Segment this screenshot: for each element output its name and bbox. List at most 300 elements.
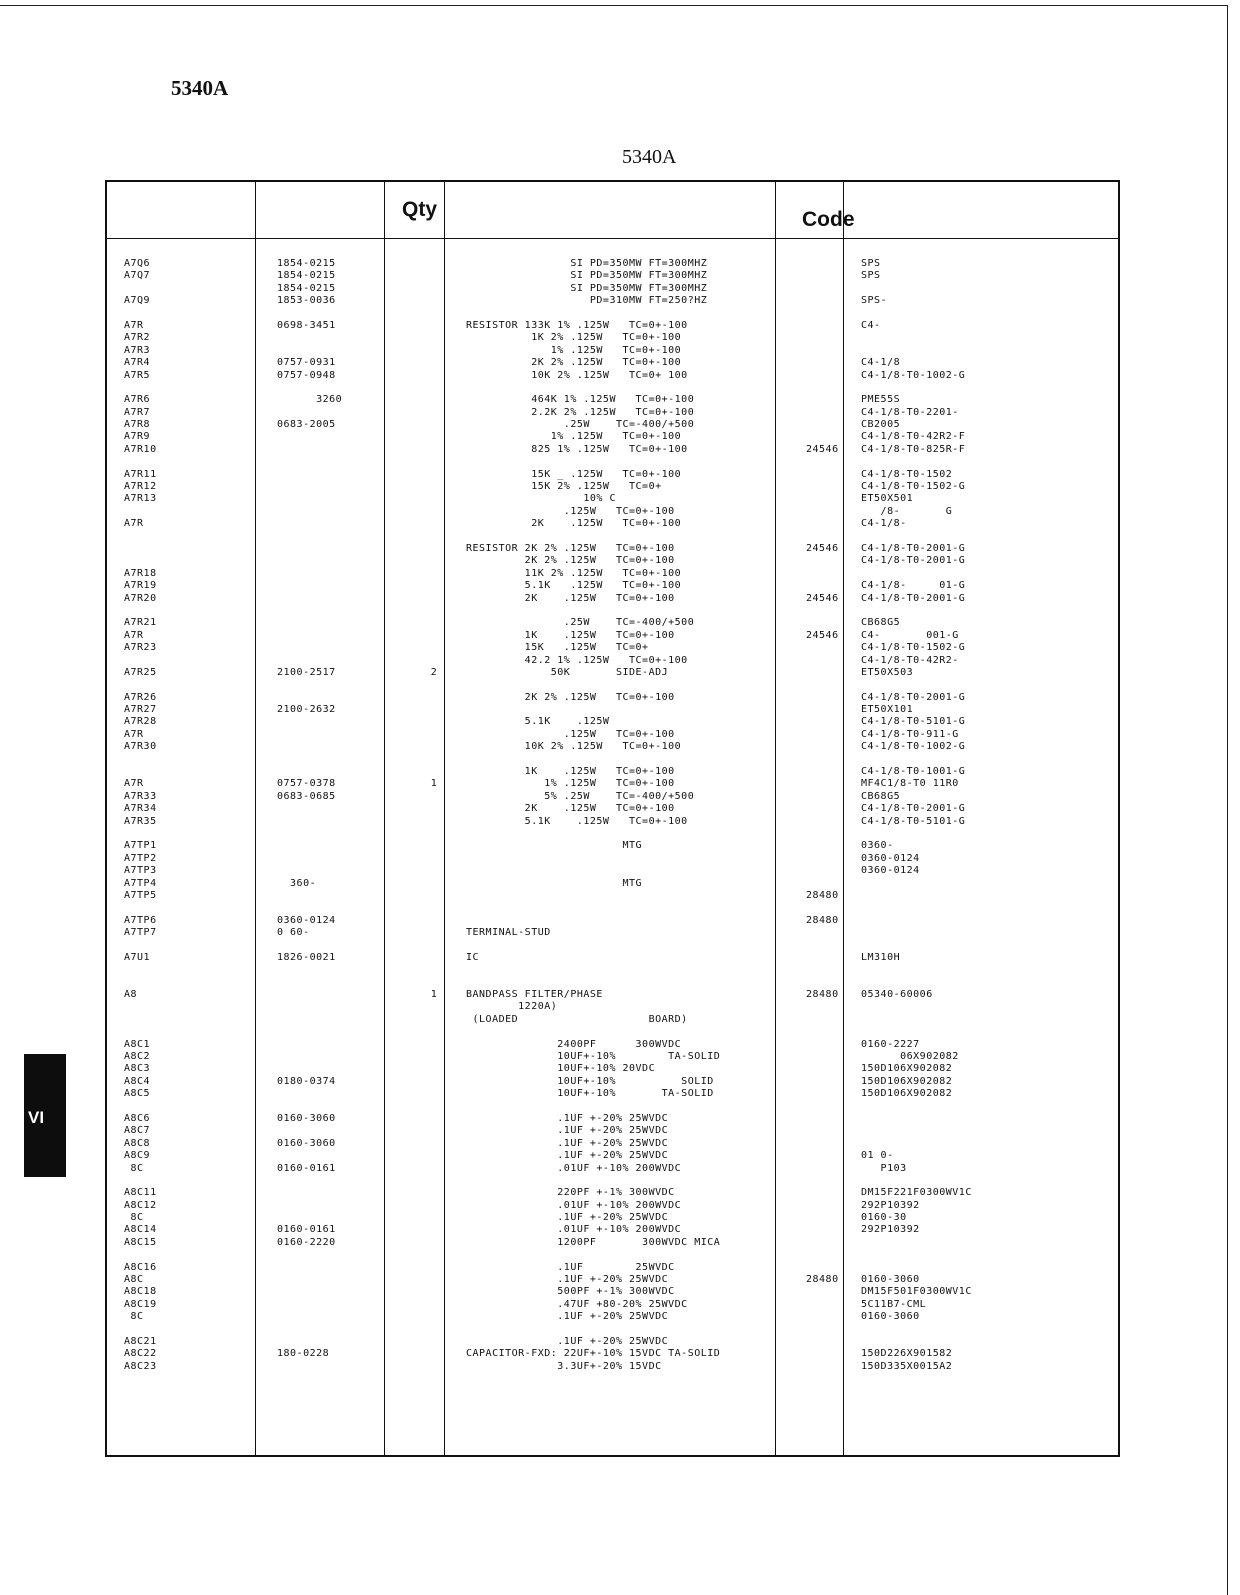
row-mfr-code <box>806 1311 839 1323</box>
row-mfr-code <box>806 407 839 419</box>
row-description: 2K 2% .125W TC=0+-100 <box>466 555 675 567</box>
row-part-number <box>277 803 342 815</box>
row-mfr-part <box>861 828 972 840</box>
row-mfr-code <box>806 1014 839 1026</box>
row-description: SI PD=350MW FT=300MHZ <box>466 270 708 282</box>
row-description: RESISTOR 2K 2% .125W TC=0+-100 <box>466 542 675 554</box>
row-quantity <box>427 283 441 295</box>
row-reference: A7R <box>124 778 144 790</box>
row-description: 2K 2% .125W TC=0+-100 <box>466 691 675 703</box>
column-divider-desc <box>775 180 776 1457</box>
row-quantity <box>427 456 441 468</box>
row-mfr-code <box>806 419 839 431</box>
row-quantity <box>427 1237 441 1249</box>
row-description <box>466 939 720 951</box>
row-mfr-part: 150D106X902082 <box>861 1075 953 1087</box>
row-quantity <box>427 828 441 840</box>
part-number-column <box>277 258 342 1373</box>
row-part-number <box>277 853 342 865</box>
row-mfr-code <box>806 270 839 282</box>
row-part-number <box>277 816 342 828</box>
row-mfr-code <box>806 803 839 815</box>
row-mfr-code <box>806 667 839 679</box>
row-description: .125W TC=0+-100 <box>466 728 675 740</box>
row-mfr-code <box>806 1150 839 1162</box>
row-reference: A7R6 <box>124 394 151 406</box>
row-quantity <box>427 716 441 728</box>
row-mfr-code <box>806 258 839 270</box>
row-reference: A7R2 <box>124 332 151 344</box>
row-mfr-part: 150D106X902082 <box>861 1088 953 1100</box>
row-description: .125W TC=0+-100 <box>466 505 675 517</box>
row-reference: A7U1 <box>124 951 151 963</box>
row-description: 1% .125W TC=0+-100 <box>466 778 675 790</box>
row-reference <box>124 1324 157 1336</box>
row-mfr-code <box>806 642 839 654</box>
row-part-number <box>277 766 342 778</box>
row-mfr-part <box>861 332 972 344</box>
row-quantity <box>427 890 441 902</box>
row-reference: A8C22 <box>124 1348 157 1360</box>
row-part-number <box>277 1311 342 1323</box>
row-mfr-part <box>861 1014 972 1026</box>
row-quantity <box>427 878 441 890</box>
row-quantity <box>427 915 441 927</box>
row-reference <box>124 382 157 394</box>
row-part-number: 0757-0931 <box>277 357 336 369</box>
row-part-number: 3260 <box>277 394 343 406</box>
row-mfr-part: ET50X101 <box>861 704 914 716</box>
row-mfr-code <box>806 617 839 629</box>
row-mfr-code <box>806 308 839 320</box>
row-mfr-part: C4-1/8-T0-2201- <box>861 406 959 418</box>
row-quantity <box>427 1001 441 1013</box>
row-part-number <box>277 679 342 691</box>
row-mfr-part: LM310H <box>861 951 901 963</box>
row-quantity <box>427 1175 441 1187</box>
row-description: SI PD=350MW FT=300MHZ <box>466 258 708 269</box>
row-reference: A8C11 <box>124 1187 157 1199</box>
row-mfr-part: 05340-60006 <box>861 989 933 1001</box>
row-reference: A7R <box>124 319 144 331</box>
row-mfr-part <box>861 308 972 320</box>
row-quantity <box>427 1286 441 1298</box>
row-quantity <box>427 1014 441 1026</box>
row-mfr-part: ET50X501 <box>861 493 914 505</box>
row-mfr-part: 150D335X0015A2 <box>861 1360 953 1372</box>
row-description: 10UF+-10% 20VDC <box>466 1063 656 1075</box>
row-part-number: 2100-2632 <box>277 704 336 716</box>
row-description: 15K _ .125W TC=0+-100 <box>466 468 682 480</box>
row-mfr-part: C4-1/8-T0-825R-F <box>861 443 966 455</box>
row-part-number <box>277 1014 342 1026</box>
row-mfr-code <box>806 1088 839 1100</box>
row-mfr-code <box>806 853 839 865</box>
row-quantity <box>427 927 441 939</box>
row-description <box>466 964 720 976</box>
row-reference: A7Q9 <box>124 295 151 307</box>
row-description: 15K 2% .125W TC=0+ <box>466 481 662 493</box>
row-mfr-part: C4-1/8-T0-1002-G <box>861 369 966 381</box>
row-quantity <box>427 630 441 642</box>
row-part-number <box>277 382 342 394</box>
row-mfr-part <box>861 878 972 890</box>
row-part-number <box>277 1299 342 1311</box>
row-description: 220PF +-1% 300WVDC <box>466 1187 675 1199</box>
row-mfr-code <box>806 332 839 344</box>
row-quantity <box>427 481 441 493</box>
row-reference <box>124 964 157 976</box>
row-description: .1UF +-20% 25WVDC <box>466 1125 669 1137</box>
row-mfr-part <box>861 1113 972 1125</box>
row-mfr-part <box>861 902 972 914</box>
row-part-number: 180-0228 <box>277 1348 330 1360</box>
row-mfr-part: 0160-2227 <box>861 1038 920 1050</box>
row-reference: A7R <box>124 728 144 740</box>
row-quantity <box>427 741 441 753</box>
row-part-number <box>277 964 342 976</box>
row-quantity <box>427 939 441 951</box>
row-mfr-code <box>806 655 839 667</box>
row-description: 1% .125W TC=0+-100 <box>466 431 682 443</box>
row-description <box>466 865 720 877</box>
row-part-number <box>277 1150 342 1162</box>
row-mfr-code <box>806 952 839 964</box>
row-quantity <box>427 370 441 382</box>
row-mfr-part: 292P10392 <box>861 1199 920 1211</box>
row-description: .25W TC=-400/+500 <box>466 419 695 431</box>
row-quantity <box>427 332 441 344</box>
row-mfr-part: SPS- <box>861 295 888 307</box>
row-mfr-part: C4-1/8-T0-2001-G <box>861 555 966 567</box>
row-mfr-code <box>806 1286 839 1298</box>
row-mfr-code <box>806 568 839 580</box>
row-mfr-code: 24546 <box>806 542 839 554</box>
row-mfr-code <box>806 469 839 481</box>
row-reference: A8C7 <box>124 1125 151 1137</box>
row-part-number: 0160-3060 <box>277 1137 336 1149</box>
row-mfr-part: CB2005 <box>861 419 901 431</box>
row-quantity <box>427 1051 441 1063</box>
row-mfr-code <box>806 816 839 828</box>
row-mfr-code <box>806 1361 839 1373</box>
row-mfr-code <box>806 481 839 493</box>
row-reference: A7R35 <box>124 815 157 827</box>
row-description: CAPACITOR-FXD: 22UF+-10% 15VDC TA-SOLID <box>466 1348 721 1360</box>
row-description <box>466 1249 720 1261</box>
row-part-number <box>277 1001 342 1013</box>
row-reference: A7TP4 <box>124 877 157 889</box>
row-mfr-part: P103 <box>861 1162 907 1174</box>
row-mfr-code <box>806 902 839 914</box>
row-description <box>466 828 720 840</box>
row-mfr-code <box>806 320 839 332</box>
row-mfr-code: 24546 <box>806 443 839 455</box>
row-part-number: 0698-3451 <box>277 319 336 331</box>
model-number-header: 5340A <box>171 76 229 100</box>
row-mfr-code <box>806 754 839 766</box>
row-mfr-part: 01 0- <box>861 1150 894 1162</box>
row-mfr-part: 0360- <box>861 840 894 852</box>
row-description <box>466 1175 720 1187</box>
row-mfr-part: C4-1/8-T0-1502 <box>861 468 953 480</box>
row-reference: A7R8 <box>124 419 151 431</box>
row-quantity <box>427 692 441 704</box>
row-reference <box>124 308 157 320</box>
row-quantity <box>427 1063 441 1075</box>
row-part-number: 0160-3060 <box>277 1112 336 1124</box>
row-quantity <box>427 1076 441 1088</box>
row-description: .1UF +-20% 25WVDC <box>466 1137 669 1149</box>
row-part-number <box>277 456 342 468</box>
row-part-number <box>277 531 342 543</box>
row-mfr-part <box>861 382 972 394</box>
row-reference <box>124 655 157 667</box>
row-quantity <box>427 1336 441 1348</box>
row-quantity <box>427 431 441 443</box>
row-mfr-code <box>806 345 839 357</box>
row-mfr-code <box>806 977 839 989</box>
row-mfr-part: C4-1/8-T0-5101-G <box>861 815 966 827</box>
row-description: .1UF +-20% 25WVDC <box>466 1335 669 1347</box>
row-part-number: 1854-0215 <box>277 282 336 294</box>
mfr-part-column <box>861 258 972 1373</box>
row-part-number <box>277 469 342 481</box>
row-part-number <box>277 543 342 555</box>
row-mfr-part <box>861 1324 972 1336</box>
row-part-number <box>277 741 342 753</box>
row-reference <box>124 605 157 617</box>
row-quantity <box>427 1299 441 1311</box>
row-part-number <box>277 1286 342 1298</box>
row-mfr-code <box>806 493 839 505</box>
row-mfr-part: MF4C1/8-T0 11R0 <box>861 778 959 790</box>
row-quantity <box>427 853 441 865</box>
row-quantity <box>427 1101 441 1113</box>
page-border-top <box>0 5 1228 6</box>
row-description: 5.1K .125W TC=0+-100 <box>466 815 688 827</box>
row-mfr-part <box>861 679 972 691</box>
row-reference: A7R20 <box>124 592 157 604</box>
row-reference: 8C <box>124 1212 144 1224</box>
row-quantity <box>427 754 441 766</box>
row-quantity <box>427 531 441 543</box>
row-mfr-code <box>806 1113 839 1125</box>
row-description: .01UF +-10% 200WVDC <box>466 1199 682 1211</box>
row-mfr-code <box>806 456 839 468</box>
row-mfr-part: C4-1/8-T0-2001-G <box>861 542 966 554</box>
row-quantity <box>427 964 441 976</box>
row-mfr-code <box>806 1200 839 1212</box>
row-part-number: 2100-2517 <box>277 666 336 678</box>
row-description: 2K .125W TC=0+-100 <box>466 518 682 530</box>
column-divider-part <box>384 180 385 1457</box>
row-mfr-part <box>861 915 972 927</box>
row-part-number <box>277 1125 342 1137</box>
row-quantity <box>427 605 441 617</box>
row-mfr-code <box>806 1262 839 1274</box>
row-mfr-code <box>806 766 839 778</box>
row-reference <box>124 828 157 840</box>
row-description: 1% .125W TC=0+-100 <box>466 344 682 356</box>
row-mfr-code <box>806 1224 839 1236</box>
row-description: 2400PF 300WVDC <box>466 1038 682 1050</box>
row-mfr-code <box>806 1101 839 1113</box>
row-mfr-part <box>861 605 972 617</box>
row-quantity <box>427 617 441 629</box>
row-quantity <box>427 1187 441 1199</box>
row-mfr-part: PME55S <box>861 394 901 406</box>
row-part-number: 0683-2005 <box>277 419 336 431</box>
row-quantity: 1 <box>430 989 438 1001</box>
row-mfr-code <box>806 1299 839 1311</box>
row-mfr-code: 24546 <box>806 629 839 641</box>
row-reference: A7TP5 <box>124 889 157 901</box>
row-description: 10UF+-10% TA-SOLID <box>466 1088 714 1100</box>
row-reference: A7R4 <box>124 357 151 369</box>
row-quantity <box>427 593 441 605</box>
column-divider-ref <box>255 180 256 1457</box>
row-mfr-part <box>861 531 972 543</box>
row-mfr-part: C4- 001-G <box>861 629 959 641</box>
row-reference: A7R28 <box>124 716 157 728</box>
row-quantity: 2 <box>430 666 438 678</box>
row-mfr-part: ET50X503 <box>861 666 914 678</box>
row-reference: A7R5 <box>124 369 151 381</box>
row-mfr-part <box>861 890 972 902</box>
row-quantity <box>427 977 441 989</box>
row-part-number <box>277 1187 342 1199</box>
row-part-number <box>277 1212 342 1224</box>
row-reference: A8C6 <box>124 1112 151 1124</box>
row-reference: A7R23 <box>124 642 157 654</box>
row-mfr-part: C4-1/8-T0-42R2-F <box>861 431 966 443</box>
row-part-number <box>277 1249 342 1261</box>
row-mfr-part <box>861 1138 972 1150</box>
row-quantity <box>427 1026 441 1038</box>
row-reference <box>124 543 157 555</box>
row-part-number <box>277 939 342 951</box>
row-mfr-part <box>861 345 972 357</box>
row-mfr-code <box>806 828 839 840</box>
row-description: .01UF +-10% 200WVDC <box>466 1224 682 1236</box>
row-quantity <box>427 816 441 828</box>
row-part-number: 0160-2220 <box>277 1236 336 1248</box>
row-quantity <box>427 791 441 803</box>
row-description: 10K 2% .125W TC=0+ 100 <box>466 369 688 381</box>
row-mfr-part: 06X902082 <box>861 1051 959 1062</box>
row-quantity <box>427 580 441 592</box>
row-reference: A8C15 <box>124 1236 157 1248</box>
row-description <box>466 382 720 394</box>
row-quantity <box>427 1125 441 1137</box>
row-description: 50K SIDE-ADJ <box>466 666 669 678</box>
row-description: 825 1% .125W TC=0+-100 <box>466 443 688 455</box>
row-reference: A7TP1 <box>124 840 157 852</box>
row-mfr-part <box>861 1001 972 1013</box>
row-quantity <box>427 679 441 691</box>
column-divider-code <box>843 180 844 1457</box>
row-reference <box>124 1101 157 1113</box>
row-quantity <box>427 1039 441 1051</box>
row-reference <box>124 1014 157 1026</box>
row-part-number <box>277 555 342 567</box>
table-title: 5340A <box>622 146 677 168</box>
row-description: 500PF +-1% 300WVDC <box>466 1286 675 1298</box>
row-quantity <box>427 543 441 555</box>
row-part-number <box>277 865 342 877</box>
row-part-number <box>277 716 342 728</box>
row-part-number <box>277 840 342 852</box>
row-quantity <box>427 952 441 964</box>
row-mfr-code <box>806 1324 839 1336</box>
row-mfr-code <box>806 1125 839 1137</box>
row-mfr-code <box>806 927 839 939</box>
row-reference: A7R26 <box>124 691 157 703</box>
row-description: BANDPASS FILTER/PHASE <box>466 989 603 1001</box>
row-description: 10UF+-10% SOLID <box>466 1075 714 1087</box>
row-quantity <box>427 555 441 567</box>
row-part-number: 0180-0374 <box>277 1075 336 1087</box>
row-quantity <box>427 840 441 852</box>
row-part-number <box>277 407 342 419</box>
row-reference: A8C5 <box>124 1088 151 1100</box>
row-mfr-code <box>806 741 839 753</box>
row-part-number: 1854-0215 <box>277 270 336 282</box>
row-quantity <box>427 1113 441 1125</box>
row-mfr-code <box>806 692 839 704</box>
row-description: 5.1K .125W <box>466 716 610 728</box>
row-mfr-code <box>806 1212 839 1224</box>
header-divider <box>105 238 1120 239</box>
row-quantity <box>427 518 441 530</box>
row-mfr-part: SPS <box>861 270 881 282</box>
row-reference: A8C16 <box>124 1261 157 1273</box>
row-reference: A7R33 <box>124 790 157 802</box>
row-reference: A8C2 <box>124 1051 151 1062</box>
row-reference: A8C9 <box>124 1150 151 1162</box>
row-description: 2K .125W TC=0+-100 <box>466 592 675 604</box>
section-tab <box>24 1054 66 1177</box>
row-description: 5% .25W TC=-400/+500 <box>466 790 695 802</box>
row-mfr-code <box>806 679 839 691</box>
row-description <box>466 679 720 691</box>
row-reference <box>124 1001 157 1013</box>
row-quantity <box>427 382 441 394</box>
row-mfr-part <box>861 939 972 951</box>
row-mfr-code <box>806 1249 839 1261</box>
row-part-number: 0757-0378 <box>277 778 336 790</box>
row-description: .1UF +-20% 25WVDC <box>466 1150 669 1162</box>
row-reference <box>124 456 157 468</box>
row-description <box>466 902 720 914</box>
row-mfr-code <box>806 1187 839 1199</box>
row-mfr-part: C4- <box>861 319 881 331</box>
row-quantity <box>427 345 441 357</box>
row-mfr-code: 28480 <box>806 889 839 901</box>
row-reference: A7R3 <box>124 344 151 356</box>
row-description: .1UF +-20% 25WVDC <box>466 1112 669 1124</box>
row-mfr-part <box>861 1026 972 1038</box>
row-part-number: 0 60- <box>277 927 310 939</box>
row-description: .25W TC=-400/+500 <box>466 617 695 629</box>
row-part-number <box>277 593 342 605</box>
row-reference: A7TP7 <box>124 927 157 939</box>
row-mfr-part: C4-1/8-T0-1001-G <box>861 766 966 778</box>
description-column <box>466 258 720 1373</box>
row-mfr-part: 150D226X901582 <box>861 1348 953 1360</box>
row-description: 1K .125W TC=0+-100 <box>466 766 675 778</box>
